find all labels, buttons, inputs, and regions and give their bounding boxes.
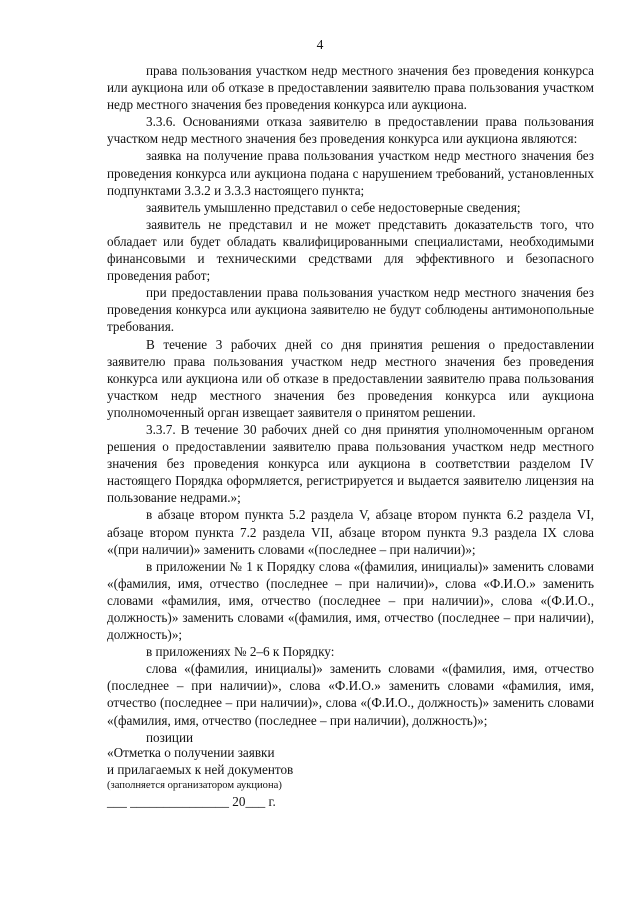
receipt-mark-note: (заполняется организатором аукциона) — [107, 780, 282, 791]
paragraph-refusal-reason-4: при предоставлении права пользования участком недр местного значения без проведения конкурса или аукциона заявителю не будут соблюдены антимонопольные требования. — [107, 285, 594, 335]
paragraph-refusal-reason-1: заявка на получение права пользования участком недр местного значения без проведения конкурса или аукциона подана с нарушением требований, установленных подпунктами 3.3.2 и 3.3.3 настоящего пункта; — [107, 148, 594, 198]
paragraph-amendment-words: слова «(фамилия, инициалы)» заменить словами «(фамилия, имя, отчество (последнее – при наличии)», слова «Ф.И.О.» заменить словами «фамилия, имя, отчество (последнее – при наличии)», слова «(Ф.И.О., должность)» заменить словами «(фамилия, имя, отчество (последнее – при наличии), должность)»; — [107, 661, 594, 728]
paragraph-refusal-reason-3: заявитель не представил и не может представить доказательств того, что обладает или будет обладать квалифицированными специалистами, необходимыми финансовыми и техническими средствами для эффективного и безопасного проведения работ; — [107, 216, 594, 284]
paragraph-refusal-reason-2: заявитель умышленно представил о себе недостоверные сведения; — [146, 199, 521, 215]
paragraph-continuation: права пользования участком недр местного значения без проведения конкурса или аукциона или об отказе в предоставлении заявителю права пользования участком недр местного значения без проведения конкурса или аукциона. — [107, 63, 594, 113]
receipt-mark-block — [107, 744, 407, 810]
page-number: 4 — [316, 37, 324, 52]
receipt-date-line: ___ _______________ 20___ г. — [107, 794, 276, 809]
paragraph-amendment-appendices-2-6: в приложениях № 2–6 к Порядку: — [146, 644, 335, 660]
paragraph-amendment-sections: в абзаце втором пункта 5.2 раздела V, абзаце втором пункта 6.2 раздела VI, абзаце втором пункта 7.2 раздела VII, абзаце втором пункта 9.3 раздела IX слова «(при наличии)» заменить словами «(последнее – при наличии)»; — [107, 507, 594, 557]
document-body — [107, 62, 594, 746]
paragraph-3-3-6: 3.3.6. Основаниями отказа заявителю в предоставлении права пользования участком недр местного значения без проведения конкурса или аукциона являются: — [107, 114, 594, 147]
paragraph-amendment-appendix-1: в приложении № 1 к Порядку слова «(фамилия, инициалы)» заменить словами «(фамилия, имя, отчество (последнее – при наличии)», слова «Ф.И.О.» заменить словами «фамилия, имя, отчество (последнее – при наличии)», слова «(Ф.И.О., должность)» заменить словами «(фамилия, имя, отчество (последнее – при наличии), должность)»; — [107, 558, 594, 643]
paragraph-positions: позиции — [146, 729, 194, 745]
receipt-mark-line-2: и прилагаемых к ней документов — [107, 762, 294, 777]
paragraph-3-3-7: 3.3.7. В течение 30 рабочих дней со дня принятия уполномоченным органом решения о предоставлении заявителю права пользования участком недр местного значения без проведения конкурса или аукциона в соответствии разделом IV настоящего Порядка оформляется, регистрируется и выдается заявителю лицензия на пользование недрами.»; — [107, 421, 594, 506]
receipt-mark-line-1: «Отметка о получении заявки — [107, 745, 275, 760]
paragraph-notification: В течение 3 рабочих дней со дня принятия решения о предоставлении заявителю права пользования участком недр местного значения без проведения конкурса или аукциона или об отказе в предоставлении заявителю права пользования участком недр местного значения без проведения конкурса или аукциона уполномоченный орган извещает заявителя о принятом решении. — [107, 336, 594, 420]
